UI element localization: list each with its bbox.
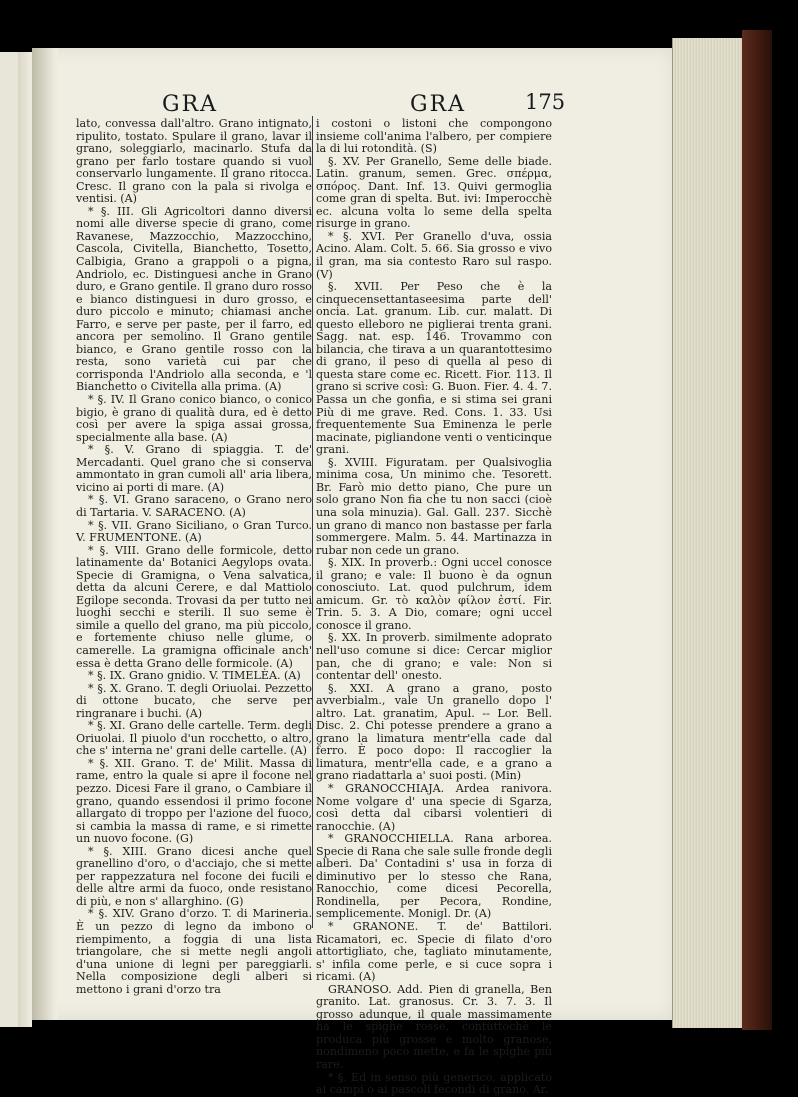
- entry-paragraph: * §. XI. Grano delle cartelle. Term. degli Oriuolai. Il piuolo d'un rocchetto, o altro, che s' interna ne' grani delle cartelle. (A): [76, 719, 312, 758]
- column-divider: [312, 116, 313, 928]
- entry-paragraph: * §. XIV. Grano d'orzo. T. di Marineria. È un pezzo di legno da imbono o riempimento, a foggia di una lista triangolare, che si mette negli angoli d'una unione di legni per pareggiarli. Nella composizione degli alberi si mettono i grani d'orzo tra: [76, 907, 312, 996]
- entry-paragraph: §. XXI. A grano a grano, posto avverbialm., vale Un granello dopo l' altro. Lat. granatim, Apul. -- Lor. Bell. Disc. 2. Chi potesse prendere a grano a grano la limatura mentr'ella cade dal ferro. È poco dopo: Il raccoglier la limatura, mentr'ella cade, e a grano a grano riadattarla a' suoi posti. (Min): [316, 681, 552, 783]
- entry-paragraph: * GRANOCCHIAJA. Ardea ranivora. Nome volgare d' una specie di Sgarza, così detta dal cibarsi volentieri di ranocchie. (A): [316, 781, 552, 833]
- entry-paragraph: GRANOSO. Add. Pien di granella, Ben granito. Lat. granosus. Cr. 3. 7. 3. Il grosso adunque, il quale massimamente ha le spighe rosse, contuttochè le produca più grosse e molto granose, nondimeno poco mette, e fa le spighe più rare.: [316, 982, 552, 1072]
- running-head-right: GRA: [410, 92, 467, 117]
- entry-paragraph: * §. VIII. Grano delle formicole, detto latinamente da' Botanici Aegylops ovata. Specie di Gramigna, o Vena salvatica, detta da alcuni Cerere, e dal Mattiolo Egilope seconda. Trovasi da per tutto nei luoghi secchi e sterili. Il suo seme è simile a quello del grano, ma più piccolo, e fortemente chiuso nelle glume, o camerelle. La gramigna officinale anch' essa è detta Grano delle formicole. (A): [76, 543, 312, 670]
- entry-paragraph: lato, convessa dall'altro. Grano intignato, ripulito, tostato. Spulare il grano, lavar il grano, soleggiarlo, macinarlo. Stufa da grano per farlo tostare quando si vuol conservarlo lungamente. Il grano ritocca. Cresc. Il grano con la pala si rivolga e ventisi. (A): [76, 117, 312, 206]
- entry-paragraph: * §. V. Grano di spiaggia. T. de' Mercadanti. Quel grano che si conserva ammontato in gran cumoli all' aria libera, vicino ai porti di mare. (A): [76, 443, 312, 494]
- left-column: [76, 118, 312, 996]
- entry-paragraph: * §. XII. Grano. T. de' Milit. Massa di rame, entro la quale si apre il focone nel pezzo. Dicesi Fare il grano, o Cambiare il grano, quando essendosi il primo focone allargato di troppo per l'azione del fuoco, si cambia la massa di rame, e si rimette un nuovo focone. (G): [76, 756, 312, 846]
- entry-paragraph: * §. Ed in senso più generico, applicato ai campi o ai pascoli fecondi di grano. Ar.: [316, 1070, 552, 1097]
- entry-paragraph: i costoni o listoni che compongono insieme coll'anima l'albero, per compiere la di lui rotondità. (S): [316, 117, 552, 156]
- page-number: 175: [525, 90, 566, 114]
- entry-paragraph: * §. XVI. Per Granello d'uva, ossia Acino. Alam. Colt. 5. 66. Sia grosso e vivo il gran, ma sia contesto Raro sul raspo. (V): [316, 229, 552, 281]
- running-head-left: GRA: [162, 92, 219, 117]
- page-edges: [672, 38, 743, 1028]
- entry-paragraph: * §. III. Gli Agricoltori danno diversi nomi alle diverse specie di grano, come Ravanese, Mazzocchio, Mazzocchino, Cascola, Civitella, Bianchetto, Tosetto, Calbigia, Grano a grappoli o a pigna, Andriolo, ec. Distinguesi anche in Grano duro, e Grano gentile. Il grano duro rosso e bianco distinguesi in duro grosso, e duro piccolo e minuto; chiamasi anche Farro, e serve per paste, per il farro, ed ancora per semolino. Il Grano gentile bianco, e Grano gentile rosso con la resta, sono varietà cui par che corrisponda l'Andriolo alla seconda, e 'l Bianchetto o Civitella alla prima. (A): [76, 204, 312, 394]
- entry-paragraph: * GRANOCCHIELLA. Rana arborea. Specie di Rana che sale sulle fronde degli alberi. Da' Contadini s' usa in forza di diminutivo per lo stesso che Rana, Ranocchio, come dicesi Pecorella, Rondinella, per Pecora, Rondine, semplicemente. Monigl. Dr. (A): [316, 832, 552, 921]
- entry-paragraph: §. XX. In proverb. similmente adoprato nell'uso comune si dice: Cercar miglior pan, che di grano; e vale: Non si contentar dell' onesto.: [316, 631, 552, 683]
- right-column: [316, 118, 552, 1097]
- entry-paragraph: §. XVII. Per Peso che è la cinquecensettantaseesima parte dell' oncia. Lat. granum. Lib. cur. malatt. Di questo elleboro ne piglierai trenta grani. Sagg. nat. esp. 146. Trovammo con bilancia, che tirava a un quarantottesimo di grano, il peso di quella al peso di questa stare come ec. Ricett. Fior. 113. Il grano si scrive così: G. Buon. Fier. 4. 4. 7. Passa un che gonfia, e si stima sei grani Più di me grave. Red. Cons. 1. 33. Usi frequentemente Sua Eminenza le perle macinate, pigliandone venti o venticinque grani.: [316, 280, 552, 457]
- entry-paragraph: §. XIX. In proverb.: Ogni uccel conosce il grano; e vale: Il buono è da ognun conosciuto. Lat. quod pulchrum, idem amicum. Gr. τὸ καλὸν φίλον ἐστί. Fir. Trin. 5. 3. A Dio, comare; ogni uccel conosce il grano.: [316, 556, 552, 632]
- entry-paragraph: * GRANONE. T. de' Battilori. Ricamatori, ec. Specie di filato d'oro attortigliato, che, tagliato minutamente, s' infila come perle, e si cuce sopra i ricami. (A): [316, 920, 552, 984]
- entry-paragraph: * §. X. Grano. T. degli Oriuolai. Pezzetto di ottone bucato, che serve per ringranare i buchi. (A): [76, 681, 312, 720]
- entry-paragraph: * §. VI. Grano saraceno, o Grano nero di Tartaria. V. SARACENO. (A): [76, 493, 312, 519]
- entry-paragraph: §. XVIII. Figuratam. per Qualsivoglia minima cosa, Un minimo che. Tesorett. Br. Farò mio detto piano, Che pure un solo grano Non fia che tu non sacci (cioè una sola minuzia). Gal. Gall. 237. Sicchè un grano di manco non bastasse per farla sommergere. Malm. 5. 44. Martinazza in rubar non cede un grano.: [316, 455, 552, 557]
- book-cover: [742, 30, 772, 1030]
- entry-paragraph: * §. VII. Grano Siciliano, o Gran Turco. V. FRUMENTONE. (A): [76, 518, 312, 545]
- entry-paragraph: * §. XIII. Grano dicesi anche quel granellino d'oro, o d'acciajo, che si mette per rappezzatura nel focone dei fucili e delle altre armi da fuoco, onde resistano di più, e non s' allarghino. (G): [76, 844, 312, 908]
- entry-paragraph: §. XV. Per Granello, Seme delle biade. Latin. granum, semen. Grec. σπέρμα, σπόρος. Dant. Inf. 13. Quivi germoglia come gran di spelta. But. ivi: Imperocchè ec. alcuna volta lo seme della spelta risurge in grano.: [316, 154, 552, 231]
- entry-paragraph: * §. IV. Il Grano conico bianco, o conico bigio, è grano di qualità dura, ed è detto così per avere la spiga assai grossa, specialmente alla base. (A): [76, 393, 312, 444]
- page-gutter: [32, 48, 58, 1020]
- entry-paragraph: * §. IX. Grano gnidio. V. TIMELÈA. (A): [88, 669, 301, 683]
- facing-page-margin: [18, 52, 32, 1027]
